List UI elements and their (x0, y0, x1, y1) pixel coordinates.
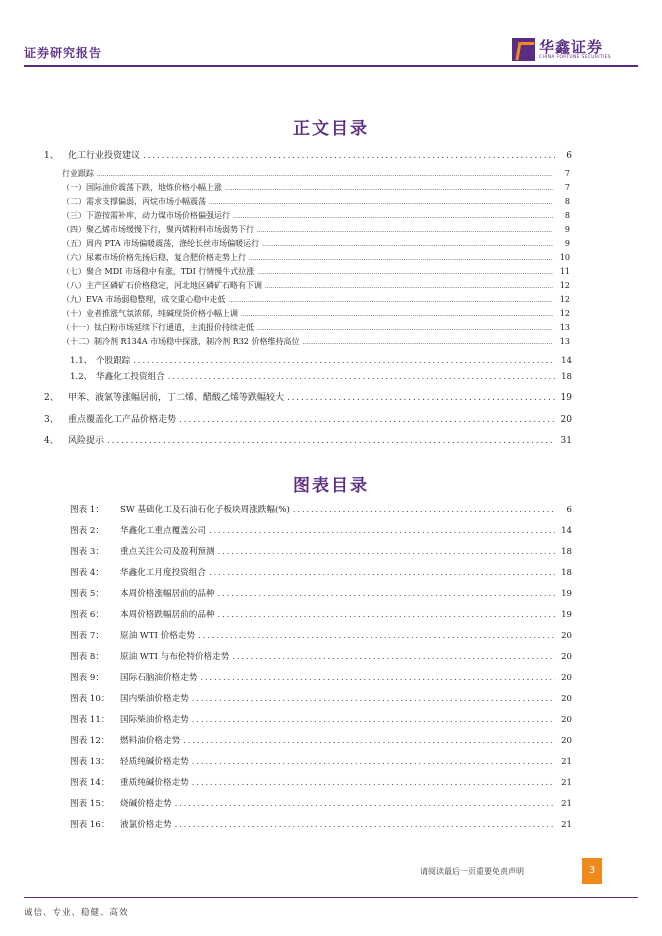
toc-leader (209, 526, 555, 536)
figure-entry-label: 图表 14： (70, 778, 110, 788)
figure-entry-page: 20 (561, 652, 572, 662)
toc-entry-number: 1.1、 (70, 356, 93, 366)
toc-entry[interactable] (62, 308, 570, 320)
toc-leader (198, 631, 555, 641)
toc-leader (218, 610, 555, 620)
toc-entry-title: 化工行业投资建议 (68, 151, 141, 161)
toc-leader (192, 778, 555, 788)
toc-entry[interactable] (62, 182, 570, 194)
logo-mark-icon (512, 38, 535, 61)
figure-entry-title: SW 基础化工及石油石化子板块周涨跌幅(%) (120, 505, 290, 515)
toc-entry-page: 6 (566, 151, 572, 161)
figure-entry-title: 重点关注公司及盈利预测 (120, 547, 215, 557)
toc-entry[interactable] (70, 354, 572, 368)
toc-entry-page: 9 (564, 239, 570, 248)
figure-entry-title: 燃料油价格走势 (120, 736, 181, 746)
figure-entry[interactable] (70, 734, 572, 748)
figure-entry-page: 20 (561, 631, 572, 641)
logo-name-cn: 华鑫证券 (539, 38, 604, 56)
toc-entry-title: 行业跟踪 (62, 169, 94, 178)
toc-entry[interactable] (62, 168, 570, 180)
toc-entry-page: 19 (560, 393, 572, 403)
page-number: 3 (582, 858, 602, 884)
figure-entry[interactable] (70, 797, 572, 811)
toc-entry-title: 重点覆盖化工产品价格走势 (68, 415, 177, 425)
toc-entry-page: 18 (561, 372, 572, 382)
figure-entry-label: 图表 2： (70, 526, 104, 536)
figure-entry-label: 图表 12： (70, 736, 110, 746)
toc-entry-number: 3、 (44, 415, 59, 425)
figure-entry-label: 图表 5： (70, 589, 104, 599)
figure-entry[interactable] (70, 566, 572, 580)
toc-entry-title: （七）聚合 MDI 市场稳中有涨，TDI 行情慢牛式拉涨 (62, 267, 255, 276)
figure-entry[interactable] (70, 545, 572, 559)
company-slogan: 诚信、专业、稳健、高效 (24, 908, 129, 918)
toc-entry-number: 4、 (44, 436, 59, 446)
figure-entry-title: 本周价格跌幅居前的品种 (120, 610, 215, 620)
figure-entry[interactable] (70, 650, 572, 664)
toc-leader (179, 415, 555, 425)
toc-leader (175, 799, 555, 809)
figure-entry-page: 21 (561, 757, 572, 767)
toc-leader (200, 673, 555, 683)
toc-entry[interactable] (62, 266, 570, 278)
toc-entry-title: （九）EVA 市场弱稳整理，成交重心稳中走低 (62, 295, 226, 304)
figure-entry-page: 21 (561, 820, 572, 830)
figure-entry[interactable] (70, 713, 572, 727)
toc-entry-page: 11 (559, 267, 570, 276)
toc-entry-title: （四）聚乙烯市场缓慢下行，聚丙烯粉料市场弱势下行 (62, 225, 254, 234)
toc-leader (257, 325, 553, 332)
toc-leader (218, 547, 555, 557)
toc-leader (143, 151, 555, 161)
figure-entry-title: 国内柴油价格走势 (120, 694, 189, 704)
toc-entry[interactable] (62, 238, 570, 250)
figure-entry-label: 图表 16： (70, 820, 110, 830)
toc-entry-number: 1、 (44, 151, 59, 161)
toc-entry-title: （六）尿素市场价格先扬后稳，复合肥价格走势上行 (62, 253, 246, 262)
logo-name-en: CHINA FORTUNE SECURITIES (539, 55, 611, 60)
toc-heading: 正文目录 (293, 119, 369, 139)
figure-entry-page: 20 (561, 673, 572, 683)
toc-entry-title: （八）主产区磷矿石价格稳定，河北地区磷矿石略有下调 (62, 281, 262, 290)
toc-entry[interactable] (70, 370, 572, 384)
figure-entry-page: 6 (566, 505, 572, 515)
toc-entry[interactable] (44, 433, 572, 447)
toc-leader (228, 297, 553, 304)
toc-leader (287, 393, 555, 403)
toc-leader (249, 255, 553, 262)
toc-entry-page: 13 (559, 337, 570, 346)
toc-leader (265, 283, 553, 290)
figure-entry-title: 轻质纯碱价格走势 (120, 757, 189, 767)
figure-entry[interactable] (70, 671, 572, 685)
figure-entry[interactable] (70, 608, 572, 622)
toc-leader (107, 436, 555, 446)
toc-entry[interactable] (44, 390, 572, 404)
toc-entry-page: 8 (564, 197, 570, 206)
figure-entry-label: 图表 13： (70, 757, 110, 767)
report-type-label: 证券研究报告 (24, 46, 103, 60)
figure-entry-page: 14 (561, 526, 572, 536)
toc-entry-title: 风险提示 (68, 436, 105, 446)
toc-entry[interactable] (62, 196, 570, 208)
toc-entry-page: 9 (564, 225, 570, 234)
figure-entry-label: 图表 1： (70, 505, 104, 515)
figure-entry-title: 华鑫化工月度投资组合 (120, 568, 206, 578)
toc-entry[interactable] (44, 412, 572, 426)
toc-entry-title: （十）业者推涨气氛浓郁，纯碱现货价格小幅上调 (62, 309, 238, 318)
toc-leader (209, 568, 555, 578)
figure-entry-title: 原油 WTI 与布伦特价格走势 (120, 652, 230, 662)
figure-entry[interactable] (70, 818, 572, 832)
figure-entry[interactable] (70, 587, 572, 601)
toc-leader (192, 694, 555, 704)
toc-leader (192, 715, 555, 725)
toc-entry-page: 10 (559, 253, 570, 262)
header-divider (24, 65, 638, 67)
figure-entry-label: 图表 8： (70, 652, 104, 662)
toc-leader (192, 757, 555, 767)
toc-entry-number: 1.2、 (70, 372, 93, 382)
figure-entry-label: 图表 10： (70, 694, 110, 704)
figure-entry-page: 21 (561, 778, 572, 788)
company-logo (512, 38, 611, 61)
toc-leader (97, 171, 553, 178)
toc-leader (133, 356, 555, 366)
toc-leader (225, 185, 553, 192)
toc-entry-page: 12 (559, 309, 570, 318)
toc-entry-title: （十一）钛白粉市场延续下行通道，主流报价持续走低 (62, 323, 254, 332)
figure-entry-page: 21 (561, 799, 572, 809)
toc-entry-title: （三）下游按需补库，动力煤市场价格偏强运行 (62, 211, 230, 220)
toc-entry-title: （二）需求支撑偏弱，丙烷市场小幅震荡 (62, 197, 206, 206)
toc-leader (257, 269, 553, 276)
toc-entry-title: （十二）制冷剂 R134A 市场稳中探涨，制冷剂 R32 价格维持高位 (62, 337, 300, 346)
toc-entry[interactable] (62, 280, 570, 292)
toc-leader (257, 227, 553, 234)
toc-entry-page: 7 (564, 169, 570, 178)
toc-leader (175, 820, 555, 830)
toc-entry[interactable] (62, 224, 570, 236)
figure-entry-title: 烧碱价格走势 (120, 799, 172, 809)
toc-leader (218, 589, 555, 599)
figure-entry-label: 图表 7： (70, 631, 104, 641)
figure-entry-page: 20 (561, 694, 572, 704)
figure-entry-title: 本周价格涨幅居前的品种 (120, 589, 215, 599)
toc-entry-title: （一）国际油价震荡下跌，地炼价格小幅上涨 (62, 183, 222, 192)
figure-entry-label: 图表 15： (70, 799, 110, 809)
figure-entry-label: 图表 6： (70, 610, 104, 620)
figure-entry-label: 图表 3： (70, 547, 104, 557)
toc-leader (232, 652, 555, 662)
toc-entry-title: （五）周内 PTA 市场偏暖震荡，涤纶长丝市场偏暖运行 (62, 239, 260, 248)
toc-entry[interactable] (44, 148, 572, 162)
toc-leader (168, 372, 555, 382)
footer-divider (24, 897, 638, 898)
toc-entry[interactable] (62, 252, 570, 264)
toc-entry-title: 甲苯、液氯等涨幅居前，丁二烯、醋酸乙烯等跌幅较大 (68, 393, 285, 403)
figure-entry-label: 图表 11： (70, 715, 110, 725)
toc-entry-number: 2、 (44, 393, 59, 403)
disclaimer-note: 请阅读最后一页重要免责声明 (420, 867, 524, 876)
figure-list-heading: 图表目录 (293, 476, 369, 496)
toc-leader (209, 199, 553, 206)
figure-entry[interactable] (70, 755, 572, 769)
toc-entry-page: 14 (561, 356, 572, 366)
toc-entry-page: 13 (559, 323, 570, 332)
figure-entry-title: 液氯价格走势 (120, 820, 172, 830)
toc-leader (293, 505, 555, 515)
figure-entry-title: 原油 WTI 价格走势 (120, 631, 195, 641)
toc-leader (233, 213, 553, 220)
figure-entry-page: 18 (561, 547, 572, 557)
figure-entry-page: 20 (561, 715, 572, 725)
toc-leader (241, 311, 553, 318)
figure-entry[interactable] (70, 629, 572, 643)
toc-entry-page: 12 (559, 281, 570, 290)
toc-leader (302, 339, 553, 346)
figure-entry-label: 图表 9： (70, 673, 104, 683)
figure-entry-page: 18 (561, 568, 572, 578)
figure-entry[interactable] (70, 692, 572, 706)
toc-entry-title: 华鑫化工投资组合 (96, 372, 165, 382)
toc-entry[interactable] (62, 322, 570, 334)
figure-entry-page: 20 (561, 736, 572, 746)
figure-entry[interactable] (70, 776, 572, 790)
figure-entry-label: 图表 4： (70, 568, 104, 578)
figure-entry[interactable] (70, 524, 572, 538)
toc-entry[interactable] (62, 336, 570, 348)
toc-entry-title: 个股跟踪 (96, 356, 131, 366)
toc-entry-page: 8 (564, 211, 570, 220)
toc-entry[interactable] (62, 210, 570, 222)
toc-entry-page: 12 (559, 295, 570, 304)
toc-entry[interactable] (62, 294, 570, 306)
toc-leader (183, 736, 555, 746)
figure-entry-title: 华鑫化工重点覆盖公司 (120, 526, 206, 536)
figure-entry-title: 重质纯碱价格走势 (120, 778, 189, 788)
figure-entry-page: 19 (561, 589, 572, 599)
figure-entry[interactable] (70, 503, 572, 517)
toc-entry-page: 31 (560, 436, 572, 446)
toc-entry-page: 20 (560, 415, 572, 425)
figure-entry-title: 国际石脑油价格走势 (120, 673, 198, 683)
toc-entry-page: 7 (564, 183, 570, 192)
figure-entry-title: 国际柴油价格走势 (120, 715, 189, 725)
toc-leader (262, 241, 553, 248)
figure-entry-page: 19 (561, 610, 572, 620)
